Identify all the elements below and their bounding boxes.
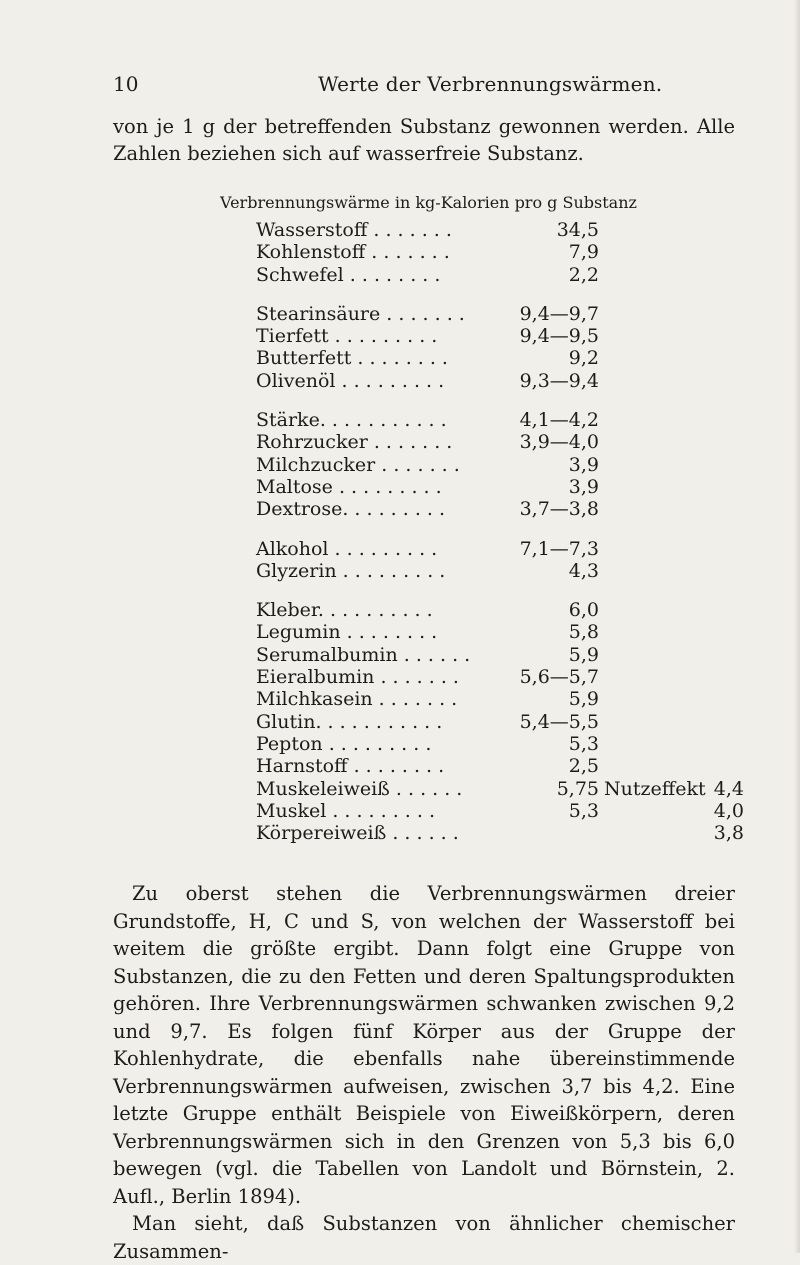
heat-value: 5,8	[568, 621, 599, 644]
substance-name: Legumin . . . . . . . .	[256, 621, 438, 644]
table-row	[256, 778, 756, 800]
discussion-text	[113, 880, 735, 1265]
substance-name: Körpereiweiß . . . . . .	[256, 822, 459, 845]
heat-value: 5,3	[568, 799, 599, 822]
substance-name: Kohlenstoff . . . . . . .	[256, 241, 450, 264]
substance-name: Eieralbumin . . . . . . .	[256, 666, 459, 689]
substance-name: Serumalbumin . . . . . .	[256, 643, 471, 666]
table-row	[256, 370, 756, 392]
heat-value: 7,1—7,3	[519, 537, 599, 560]
table-row	[256, 409, 756, 431]
substance-name: Rohrzucker . . . . . . .	[256, 431, 453, 454]
table-row	[256, 325, 756, 347]
note-value: 4,4	[713, 777, 744, 800]
substance-name: Milchkasein . . . . . . .	[256, 688, 458, 711]
substance-name: Maltose . . . . . . . . .	[256, 475, 442, 498]
heat-value: 4,3	[568, 559, 599, 582]
table-row	[256, 644, 756, 666]
table-row	[256, 219, 756, 241]
heat-value: 3,9—4,0	[519, 431, 599, 454]
group-spacer	[256, 521, 756, 538]
heat-value: 5,75	[556, 777, 599, 800]
combustion-heat-table	[256, 219, 756, 844]
table-row	[256, 264, 756, 286]
heat-value: 5,9	[568, 643, 599, 666]
heat-value: 9,4—9,5	[519, 325, 599, 348]
table-row	[256, 303, 756, 325]
note-value: 4,0	[713, 799, 744, 822]
heat-value: 5,9	[568, 688, 599, 711]
group-spacer	[256, 286, 756, 303]
substance-name: Harnstoff . . . . . . . .	[256, 755, 445, 778]
heat-value: 7,9	[568, 241, 599, 264]
table-row	[256, 431, 756, 453]
page-header	[113, 72, 683, 102]
discussion-paragraph-continued: Man sieht, daß Substanzen von ähnlicher chemischer Zusammen-	[113, 1212, 735, 1263]
substance-name: Kleber. . . . . . . . . .	[256, 599, 433, 622]
table-title: Verbrennungswärme in kg-Kalorien pro g Substanz	[220, 193, 637, 212]
heat-value: 9,2	[568, 347, 599, 370]
table-row	[256, 454, 756, 476]
table-row	[256, 560, 756, 582]
group-spacer	[256, 392, 756, 409]
table-row	[256, 241, 756, 263]
heat-value: 9,4—9,7	[519, 302, 599, 325]
table-row	[256, 599, 756, 621]
intro-text: von je 1 g der betreffenden Substanz gewonnen werden. Alle Zahlen beziehen sich auf wasserfreie Substanz.	[113, 115, 735, 165]
substance-name: Pepton . . . . . . . . .	[256, 732, 432, 755]
heat-value: 6,0	[568, 599, 599, 622]
heat-value: 9,3—9,4	[519, 369, 599, 392]
page-number: 10	[113, 72, 139, 96]
substance-name: Muskeleiweiß . . . . . .	[256, 777, 463, 800]
note-label: Nutzeffekt	[604, 777, 706, 800]
heat-value: 2,5	[568, 755, 599, 778]
heat-value: 2,2	[568, 263, 599, 286]
substance-name: Butterfett . . . . . . . .	[256, 347, 448, 370]
table-row	[256, 621, 756, 643]
table-row	[256, 800, 756, 822]
substance-name: Milchzucker . . . . . . .	[256, 453, 460, 476]
discussion-paragraph: Zu oberst stehen die Verbrennungswärmen dreier Grundstoffe, H, C und S, von welchen der Wasserstoff bei weitem die größte ergibt. Dann folgt eine Gruppe von Substanzen, die zu den Fetten und deren Spaltungsprodukten gehören. Ihre Verbrennungswärmen schwanken zwischen 9,2 und 9,7. Es folgen fünf Körper aus der Gruppe der Kohlenhydrate, die ebenfalls nahe übereinstimmende Verbrennungswärmen aufweisen, zwischen 3,7 bis 4,2. Eine letzte Gruppe enthält Beispiele von Eiweißkörpern, deren Verbrennungswärmen sich in den Grenzen von 5,3 bis 6,0 bewegen (vgl. die Tabellen von Landolt und Börnstein, 2. Aufl., Berlin 1894).	[113, 882, 735, 1208]
heat-value: 34,5	[556, 219, 599, 241]
substance-name: Tierfett . . . . . . . . .	[256, 325, 438, 348]
heat-value: 5,4—5,5	[519, 710, 599, 733]
substance-name: Schwefel . . . . . . . .	[256, 263, 441, 286]
heat-value: 5,6—5,7	[519, 666, 599, 689]
table-row	[256, 733, 756, 755]
intro-paragraph	[113, 113, 735, 167]
heat-value: 3,7—3,8	[519, 498, 599, 521]
substance-name: Alkohol . . . . . . . . .	[256, 537, 438, 560]
substance-name: Glutin. . . . . . . . . . .	[256, 710, 443, 733]
page-edge-shadow	[794, 0, 800, 1253]
table-row	[256, 711, 756, 733]
table-row	[256, 538, 756, 560]
substance-name: Glyzerin . . . . . . . . .	[256, 559, 446, 582]
substance-name: Muskel . . . . . . . . .	[256, 799, 435, 822]
substance-name: Olivenöl . . . . . . . . .	[256, 369, 445, 392]
substance-name: Stearinsäure . . . . . . .	[256, 302, 465, 325]
table-row	[256, 666, 756, 688]
heat-value: 3,9	[568, 475, 599, 498]
note-value: 3,8	[713, 822, 744, 845]
table-row	[256, 347, 756, 369]
heat-value: 3,9	[568, 453, 599, 476]
heat-value: 5,3	[568, 732, 599, 755]
running-title: Werte der Verbrennungswärmen.	[318, 72, 663, 96]
group-spacer	[256, 582, 756, 599]
table-row	[256, 476, 756, 498]
table-row	[256, 498, 756, 520]
table-row	[256, 688, 756, 710]
table-row	[256, 822, 756, 844]
table-row	[256, 755, 756, 777]
substance-name: Wasserstoff . . . . . . .	[256, 219, 452, 241]
substance-name: Dextrose. . . . . . . . .	[256, 498, 446, 521]
substance-name: Stärke. . . . . . . . . . .	[256, 409, 447, 432]
heat-value: 4,1—4,2	[519, 409, 599, 432]
